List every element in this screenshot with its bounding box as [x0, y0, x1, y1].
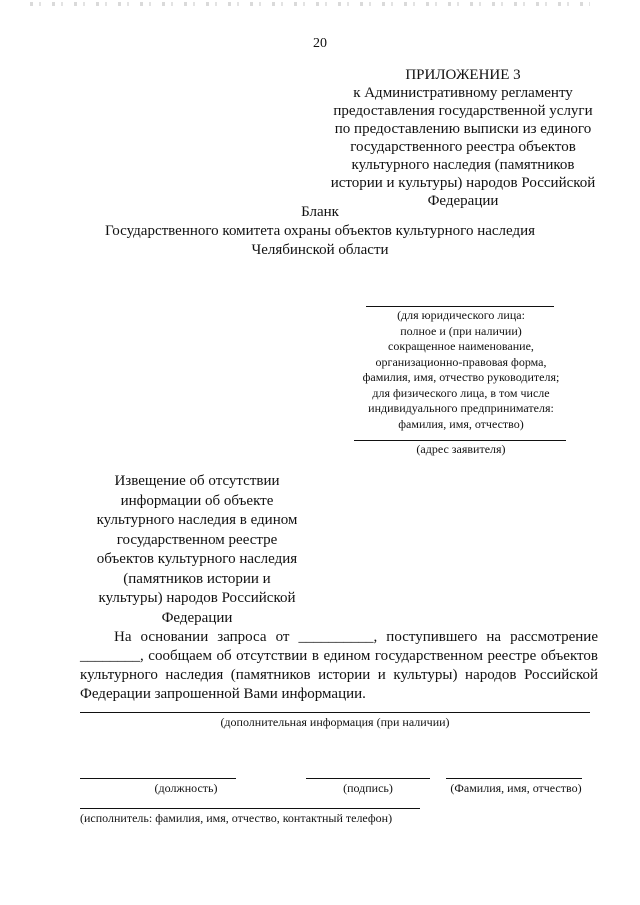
- appendix-line: культурного наследия (памятников: [351, 157, 575, 173]
- appendix-line: истории и культуры) народов Российской: [330, 175, 596, 191]
- recipient-note-line: для физического лица, в том числе: [372, 385, 550, 400]
- additional-info-caption: (дополнительная информация (при наличии): [220, 715, 450, 729]
- notice-body: [80, 628, 598, 704]
- notice-title-line: объектов культурного наследия: [96, 551, 298, 567]
- signature-caption: (подпись): [343, 781, 393, 795]
- body-line: Федерации запрошенной Вами информации.: [80, 686, 366, 702]
- notice-title-line: культурного наследия в едином: [96, 512, 298, 528]
- recipient-note-line: полное и (при наличии): [400, 323, 522, 338]
- body-line: ________, сообщаем об отсутствии в едином государственном реестре объектов: [80, 648, 598, 664]
- appendix-line: к Административному регламенту: [353, 85, 573, 101]
- letterhead-block: [100, 203, 540, 260]
- appendix-title: ПРИЛОЖЕНИЕ 3: [405, 67, 521, 83]
- body-line: На основании запроса от __________, поступившего на рассмотрение: [114, 629, 598, 645]
- recipient-note-line: (для юридического лица:: [397, 308, 525, 322]
- executor-line: [80, 808, 420, 809]
- address-caption: (адрес заявителя): [416, 442, 506, 456]
- recipient-note-line: сокращенное наименование,: [388, 339, 534, 353]
- notice-title-line: (памятников истории и: [123, 570, 271, 587]
- recipient-note-line: индивидуального предпринимателя:: [368, 401, 554, 415]
- position-caption: (должность): [154, 781, 218, 795]
- appendix-line: Федерации: [427, 193, 499, 209]
- recipient-note-line: фамилия, имя, отчество): [398, 416, 524, 431]
- notice-title-line: государственном реестре: [116, 531, 278, 548]
- notice-title: [72, 472, 322, 628]
- scan-artifact: [30, 2, 590, 6]
- recipient-line: [366, 306, 554, 307]
- recipient-note-line: фамилия, имя, отчество руководителя;: [362, 370, 560, 384]
- full-name-line: [446, 778, 582, 779]
- letterhead-line: Государственного комитета охраны объектов культурного наследия: [104, 223, 536, 239]
- position-line: [80, 778, 236, 779]
- body-line: культурного наследия (памятников истории и культуры) народов Российской: [80, 667, 598, 683]
- appendix-line: государственного реестра объектов: [350, 139, 576, 155]
- letterhead-line: Челябинской области: [251, 242, 389, 258]
- signature-line: [306, 778, 430, 779]
- notice-title-line: Извещение об отсутствии: [114, 473, 280, 489]
- full-name-caption: (Фамилия, имя, отчество): [450, 781, 582, 795]
- appendix-line: предоставления государственной услуги: [333, 103, 593, 119]
- executor-caption: (исполнитель: фамилия, имя, отчество, контактный телефон): [80, 811, 393, 825]
- notice-title-line: культуры) народов Российской: [98, 590, 296, 606]
- notice-title-line: информации об объекте: [120, 492, 274, 509]
- appendix-line: по предоставлению выписки из единого: [334, 121, 592, 137]
- appendix-header: [318, 66, 608, 210]
- notice-title-line: Федерации: [161, 609, 233, 626]
- additional-info-line: [80, 712, 590, 713]
- page-number: 20: [313, 36, 327, 51]
- letterhead-title: Бланк: [301, 204, 339, 220]
- address-line: [354, 440, 566, 441]
- recipient-note-line: организационно-правовая форма,: [375, 354, 547, 369]
- recipient-note: [352, 308, 570, 432]
